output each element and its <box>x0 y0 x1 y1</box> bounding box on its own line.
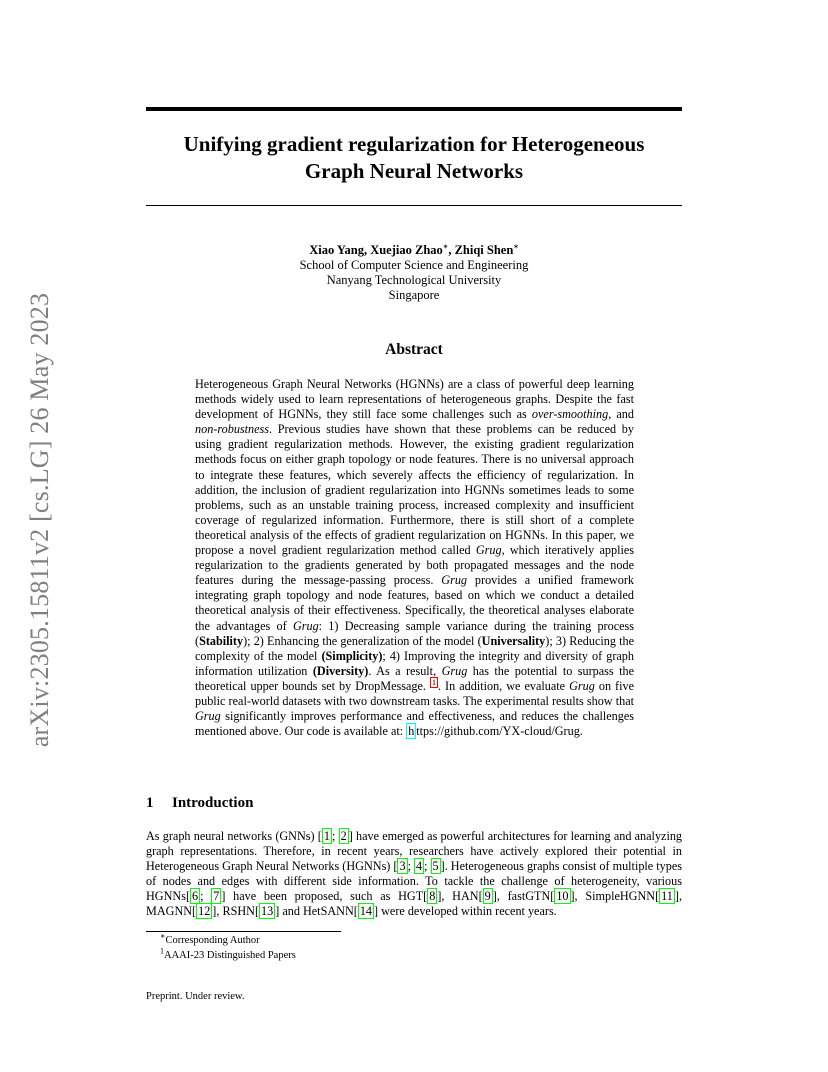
abstract-text: on five public real-world datasets with two downstream tasks. The experimental results show that <box>195 678 635 708</box>
footnote-mark: ∗ <box>160 931 166 941</box>
method-name: Grug <box>292 618 319 633</box>
intro-text: ] and HetSANN[ <box>275 904 358 919</box>
intro-text: ], MAGNN[ <box>146 889 683 919</box>
abstract-text: Heterogeneous Graph Neural Networks (HGNNs) are a class of powerful deep learning methods widely used to learn representations of heterogeneous graphs. Despite the fast development of HGNNs, they still face some challenges such as <box>195 377 634 422</box>
footnote-text: AAAI-23 Distinguished Papers <box>164 949 296 961</box>
citation-link[interactable]: 10 <box>556 889 569 904</box>
method-name: Grug <box>475 543 502 558</box>
author-name: Xuejiao Zhao <box>370 243 443 257</box>
title-bottom-rule <box>146 205 682 206</box>
citation-link[interactable]: 13 <box>261 904 274 919</box>
intro-text: ], RSHN[ <box>212 904 260 919</box>
footnote-corresponding <box>160 931 296 949</box>
footnote-text: Corresponding Author <box>165 935 260 946</box>
citation-link[interactable]: 5 <box>432 859 439 874</box>
paper-title <box>146 131 682 185</box>
abstract-text: ); 3) Reducing the complexity of the model <box>195 633 634 663</box>
footnote-rule <box>146 931 341 932</box>
intro-text: ] have emerged as powerful architectures for learning and analyzing graph representations. Therefore, in recent years, researchers have actively explored their potential in Heterogeneous Graph Neural Networks (HGNNs) [ <box>146 829 683 874</box>
affiliation-line: Singapore <box>388 288 440 302</box>
abstract-emphasis: over-smoothing <box>531 407 609 422</box>
intro-text: ; <box>407 859 415 874</box>
footnote-distinguished <box>160 946 296 964</box>
method-name: Grug <box>441 663 468 678</box>
preprint-status: Preprint. Under review. <box>146 991 245 1002</box>
citation-link[interactable]: 4 <box>416 859 423 874</box>
paper-title-line-2: Graph Neural Networks <box>304 159 524 183</box>
citation-link[interactable]: 1 <box>323 829 330 843</box>
abstract-text: . Previous studies have shown that these problems can be reduced by using gradient regularization methods. However, the existing gradient regularization methods focus on either graph topology or node features. There is no universal approach to integrate these features, which severely affects the efficiency of regularization. In addition, the inclusion of gradient regularization into HGNNs sometimes leads to some problems, such as an unstable training process, increased complexity and insufficient coverage of regularized information. Furthermore, there is still short of a complete theoretical analysis of the effects of gradient regularization on HGNNs. In this paper, we propose a novel gradient regularization method called <box>195 422 634 558</box>
section-heading-introduction <box>146 795 253 812</box>
abstract-text: significantly improves performance and effectiveness, and reduces the challenges mentioned above. Our code is available at: <box>195 709 634 739</box>
abstract-bold-term: (Simplicity) <box>321 648 383 663</box>
footnote-mark: 1 <box>160 946 164 955</box>
abstract-text: . In addition, we evaluate <box>437 678 570 693</box>
abstract-emphasis: non-robustness <box>195 422 270 437</box>
citation-link[interactable]: 3 <box>399 859 406 874</box>
abstract-heading: Abstract <box>385 341 443 358</box>
paper-title-line-1: Unifying gradient regularization for Heterogeneous <box>183 132 645 156</box>
abstract-text: : 1) Decreasing sample variance during the training process ( <box>195 618 634 648</box>
code-url-link[interactable]: h <box>408 724 415 739</box>
abstract-body <box>195 377 634 739</box>
corresponding-mark: ∗ <box>513 241 519 251</box>
arxiv-identifier-stamp <box>22 280 58 760</box>
footnotes <box>160 931 296 963</box>
intro-text: ], fastGTN[ <box>492 889 555 904</box>
citation-link[interactable]: 11 <box>661 889 673 904</box>
abstract-text: , which iteratively applies regularization to the gradients generated by both propagated messages and the node features during the message-passing process. <box>195 543 635 588</box>
intro-text: As graph neural networks (GNNs) [ <box>146 829 322 843</box>
citation-link[interactable]: 2 <box>340 829 347 843</box>
author-name: Xiao Yang, <box>309 243 371 257</box>
footnote-link[interactable]: 1 <box>431 677 436 687</box>
abstract-text: provides a unified framework integrating graph topology and node features, based on which we conduct a detailed theoretical analysis of their effectiveness. Specifically, the theoretical analyses elaborate the advantages of <box>195 573 634 633</box>
intro-text: ] were developed within recent years. <box>374 904 557 919</box>
intro-text: ; <box>200 889 212 904</box>
citation-link[interactable]: 12 <box>198 904 211 919</box>
abstract-text: ; 4) Improving the integrity and diversity of graph information utilization <box>195 648 634 678</box>
introduction-paragraph <box>146 829 682 920</box>
section-title: Introduction <box>172 795 254 811</box>
author-names <box>146 243 682 258</box>
intro-text: ; <box>331 829 339 843</box>
title-top-rule <box>146 107 682 111</box>
arxiv-identifier-text: arXiv:2305.15811v2 [cs.LG] 26 May 2023 <box>25 292 54 748</box>
citation-link[interactable]: 8 <box>429 889 436 904</box>
intro-text: ], SimpleHGNN[ <box>570 889 660 904</box>
intro-text: ; <box>424 859 431 874</box>
method-name: Grug <box>569 678 595 693</box>
author-name: , Zhiqi Shen <box>448 243 514 257</box>
abstract-bold-term: Universality <box>481 633 546 648</box>
intro-text: ]. Heterogeneous graphs consist of multiple types of nodes and edges with different side information. To tackle the challenge of heterogeneity, various HGNNs[ <box>146 859 682 904</box>
abstract-text: has the potential to surpass the theoretical upper bounds set by DropMessage. <box>195 663 634 693</box>
abstract-text: . As a result, <box>368 663 442 678</box>
intro-text: ], HAN[ <box>437 889 483 904</box>
method-name: Grug <box>195 709 221 724</box>
section-number: 1 <box>146 795 154 811</box>
citation-link[interactable]: 7 <box>213 889 220 904</box>
intro-text: ] have been proposed, such as HGT[ <box>221 889 428 904</box>
corresponding-mark: ∗ <box>442 241 449 251</box>
code-url-text: ttps://github.com/YX-cloud/Grug. <box>416 724 583 739</box>
abstract-text: , and <box>608 407 634 422</box>
affiliation-line: School of Computer Science and Engineering <box>299 258 529 272</box>
citation-link[interactable]: 6 <box>192 889 199 904</box>
citation-link[interactable]: 9 <box>484 889 491 904</box>
abstract-bold-term: Stability <box>199 633 244 648</box>
citation-link[interactable]: 14 <box>359 904 372 919</box>
affiliation-line: Nanyang Technological University <box>326 273 502 287</box>
abstract-text: ); 2) Enhancing the generalization of the model ( <box>243 633 482 648</box>
abstract-bold-term: (Diversity) <box>312 663 369 678</box>
author-block <box>146 243 682 303</box>
method-name: Grug <box>441 573 468 588</box>
